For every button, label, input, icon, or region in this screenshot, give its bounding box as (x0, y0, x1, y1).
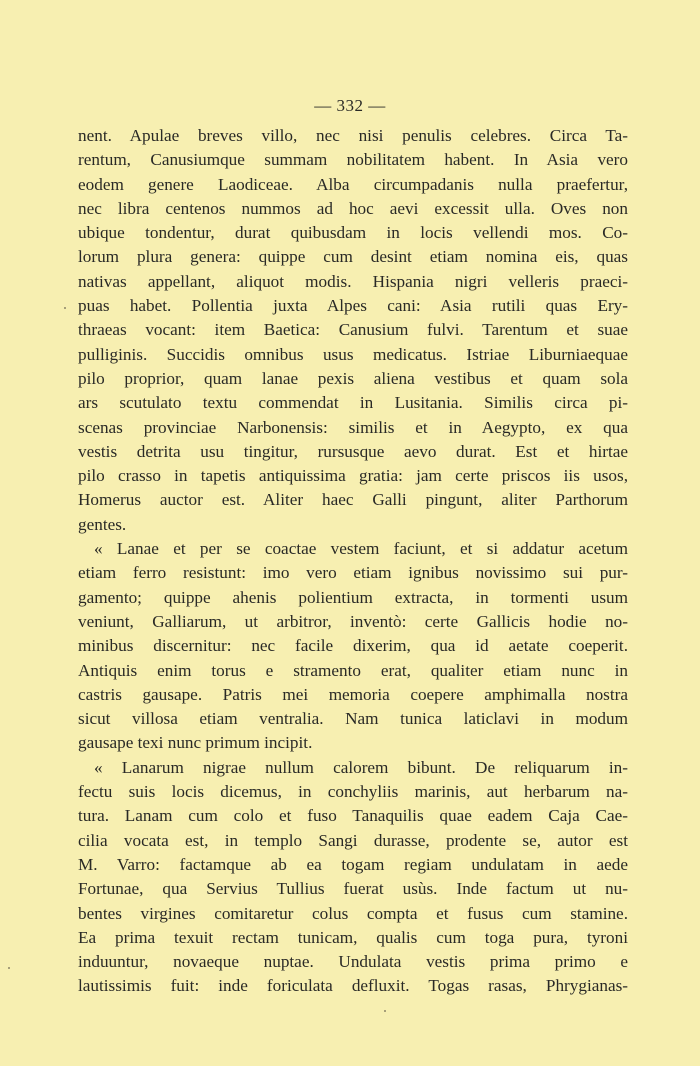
text-line: puas habet. Pollentia juxta Alpes cani: Asia rutili quas Ery- (78, 296, 628, 316)
text-line: lorum plura genera: quippe cum desint etiam nomina eis, quas (78, 247, 628, 267)
text-line: rentum, Canusiumque summam nobilitatem habent. In Asia vero (78, 150, 628, 170)
text-line: thraeas vocant: item Baetica: Canusium fulvi. Tarentum et suae (78, 320, 628, 340)
paragraph-end-line: gausape texi nunc primum incipit. (78, 733, 313, 753)
text-line: gamento; quippe ahenis polientium extracta, in tormenti usum (78, 587, 628, 607)
text-line: Homerus auctor est. Aliter haec Galli pingunt, aliter Parthorum (78, 490, 628, 510)
text-line: veniunt, Galliarum, ut arbitror, inventò: certe Gallicis hodie no- (78, 611, 628, 631)
text-line: pilo crasso in tapetis antiquissima gratia: jam certe priscos iis usos, (78, 466, 628, 486)
text-line: Fortunae, qua Servius Tullius fuerat usùs. Inde factum ut nu- (78, 879, 628, 899)
text-line: castris gausape. Patris mei memoria coepere amphimalla nostra (78, 684, 628, 704)
text-line: minibus discernitur: nec facile dixerim, qua id aetate coeperit. (78, 636, 628, 656)
text-line: lautissimis fuit: inde foriculata defluxit. Togas rasas, Phrygianas- (78, 976, 628, 996)
text-line: nec libra centenos nummos ad hoc aevi excessit ulla. Oves non (78, 198, 628, 218)
paper-speck (8, 967, 10, 969)
page-number: — 332 — (314, 96, 386, 115)
text-line: pilo proprior, quam lanae pexis aliena vestibus et quam sola (78, 368, 628, 388)
text-line: scenas provinciae Narbonensis: similis et in Aegypto, ex qua (78, 417, 628, 437)
text-line: induuntur, novaeque nuptae. Undulata vestis prima primo e (78, 952, 628, 972)
text-line: Ea prima texuit rectam tunicam, qualis cum toga pura, tyroni (78, 927, 628, 947)
text-line: fectu suis locis dicemus, in conchyliis marinis, aut herbarum na- (78, 782, 628, 802)
text-line: sicut villosa etiam ventralia. Nam tunica laticlavi in modum (78, 709, 628, 729)
text-line: ubique tondentur, durat quibusdam in locis vellendi mos. Co- (78, 223, 628, 243)
text-line: eodem genere Laodiceae. Alba circumpadanis nulla praefertur, (78, 174, 628, 194)
paragraph-start-line: « Lanarum nigrae nullum calorem bibunt. De reliquarum in- (94, 757, 628, 777)
text-line: bentes virgines comitaretur colus compta et fusus cum stamine. (78, 903, 628, 923)
text-line: etiam ferro resistunt: imo vero etiam ignibus novissimo sui pur- (78, 563, 628, 583)
text-line: pulliginis. Succidis omnibus usus medicatus. Istriae Liburniaequae (78, 344, 628, 364)
text-line: cilia vocata est, in templo Sangi durasse, prodente se, autor est (78, 830, 628, 850)
text-line: ars scutulato textu commendat in Lusitania. Similis circa pi- (78, 393, 628, 413)
paper-speck (384, 1010, 386, 1012)
text-line: nativas appellant, aliquot modis. Hispania nigri velleris praeci- (78, 271, 628, 291)
paragraph-end-line: gentes. (78, 514, 127, 534)
text-line: Antiquis enim torus e stramento erat, qualiter etiam nunc in (78, 660, 628, 680)
text-line: M. Varro: factamque ab ea togam regiam undulatam in aede (78, 854, 628, 874)
text-line: tura. Lanam cum colo et fuso Tanaquilis quae eadem Caja Cae- (78, 806, 628, 826)
text-line: nent. Apulae breves villo, nec nisi penulis celebres. Circa Ta- (78, 126, 628, 145)
body-text (78, 124, 628, 999)
text-line: vestis detrita usu tingitur, rursusque aevo durat. Est et hirtae (78, 441, 628, 461)
paragraph-start-line: « Lanae et per se coactae vestem faciunt, et si addatur acetum (94, 539, 628, 559)
paper-speck (64, 307, 66, 309)
